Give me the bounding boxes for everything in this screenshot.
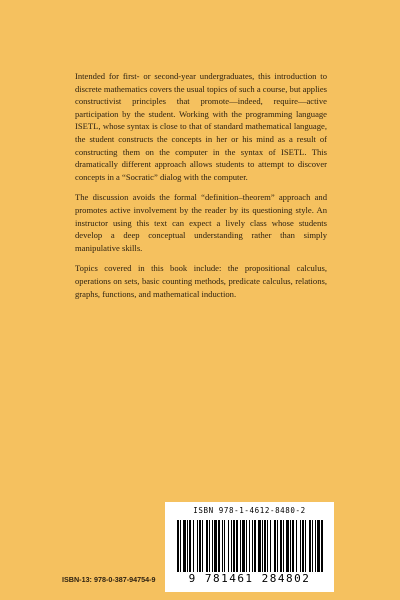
barcode-bar xyxy=(206,520,208,578)
barcode-bar xyxy=(305,520,306,578)
barcode-bar xyxy=(177,520,179,578)
barcode-bar xyxy=(240,520,241,578)
barcode-bar xyxy=(246,520,247,578)
barcode-bar xyxy=(193,520,194,578)
back-cover-blurb xyxy=(75,70,327,308)
barcode-bar xyxy=(242,520,245,578)
barcode-bar xyxy=(317,520,320,578)
barcode-bar xyxy=(254,520,256,578)
barcode-bar xyxy=(280,520,282,578)
barcode-bar xyxy=(209,520,210,578)
barcode-digits: 9 781461 284802 xyxy=(169,572,330,585)
barcode-bar xyxy=(189,520,191,578)
barcode-bar xyxy=(312,520,313,578)
barcode-bar xyxy=(258,520,261,578)
barcode-bar xyxy=(202,520,203,578)
barcode-bar xyxy=(283,520,284,578)
barcode-bar xyxy=(214,520,217,578)
blurb-paragraph-2: The discussion avoids the formal “definition–theorem” approach and promotes active involvement by the reader by its questioning style. An instructor using this text can expect a lively class whose students develop a deep conceptual understanding rather than simply manipulative skills. xyxy=(75,192,327,253)
barcode-bar xyxy=(286,520,289,578)
barcode-isbn-text: ISBN 978-1-4612-8480-2 xyxy=(193,506,306,515)
barcode-bar xyxy=(296,520,297,578)
barcode-bar xyxy=(300,520,301,578)
barcode-bar xyxy=(267,520,268,578)
barcode-image xyxy=(175,520,324,578)
barcode-bar xyxy=(264,520,266,578)
barcode-label xyxy=(165,502,334,592)
barcode-bar xyxy=(302,520,304,578)
barcode-bar xyxy=(277,520,278,578)
barcode-bar xyxy=(187,520,188,578)
barcode-bar xyxy=(222,520,223,578)
barcode-bar xyxy=(224,520,225,578)
barcode-bar xyxy=(236,520,238,578)
barcode-bar xyxy=(197,520,198,578)
barcode-bar xyxy=(270,520,271,578)
blurb-paragraph-1: Intended for first- or second-year undergraduates, this introduction to discrete mathematics covers the usual topics of such a course, but applies constructivist principles that promote—indeed, require—active participation by the student. Working with the programming language ISETL, whose syntax is close to that of standard mathematical language, the student constructs the concepts in her or his mind as a result of constructing them on the computer in the syntax of ISETL. This dramatically different approach allows students to attempt to discover concepts in a “Socratic” dialog with the computer. xyxy=(75,71,328,182)
barcode-bar xyxy=(309,520,311,578)
barcode-bar xyxy=(180,520,181,578)
barcode-bar xyxy=(233,520,235,578)
isbn-13-text: ISBN-13: 978-0-387-94754-9 xyxy=(62,575,156,584)
barcode-bar xyxy=(262,520,263,578)
barcode-bar xyxy=(315,520,316,578)
barcode-bar xyxy=(292,520,294,578)
barcode-bar xyxy=(199,520,201,578)
barcode-bar xyxy=(290,520,291,578)
barcode-bar xyxy=(212,520,213,578)
blurb-paragraph-3: Topics covered in this book include: the propositional calculus, operations on sets, basic counting methods, predicate calculus, relations, graphs, functions, and mathematical induction. xyxy=(75,263,327,299)
barcode-bar xyxy=(228,520,229,578)
barcode-bar xyxy=(231,520,232,578)
barcode-bar xyxy=(218,520,220,578)
barcode-bar xyxy=(274,520,276,578)
barcode-bar xyxy=(249,520,250,578)
barcode-bar xyxy=(252,520,253,578)
barcode-bar xyxy=(183,520,186,578)
barcode-bar xyxy=(321,520,323,578)
